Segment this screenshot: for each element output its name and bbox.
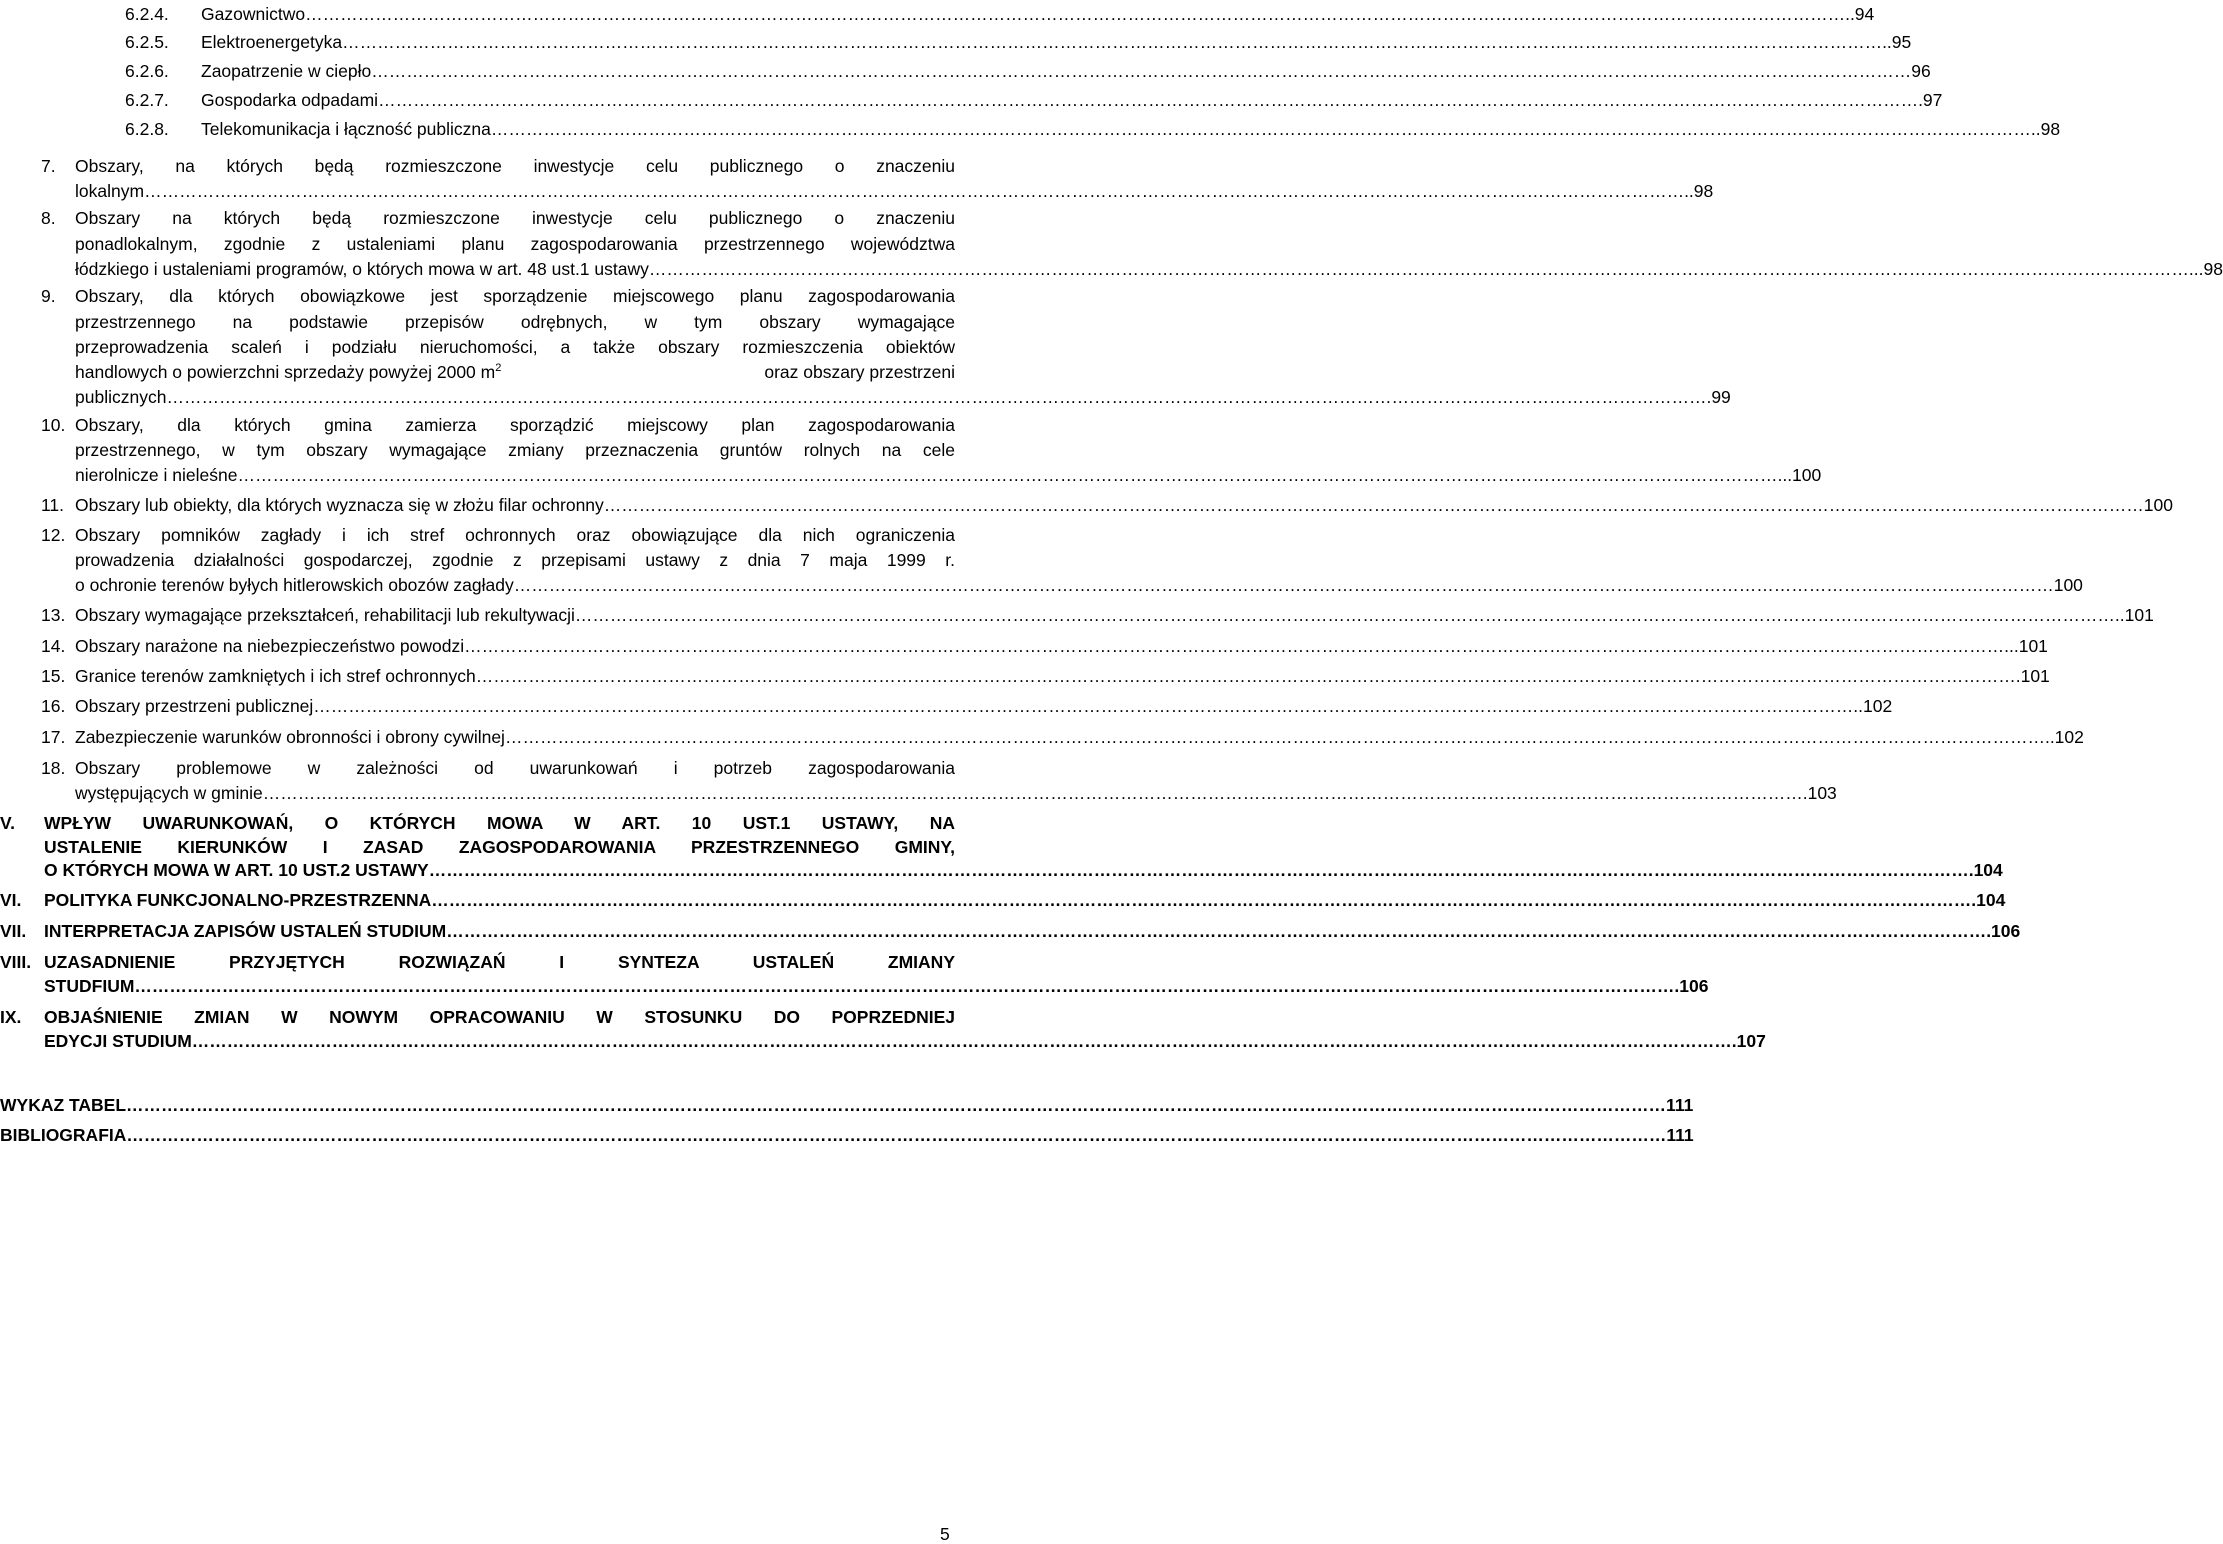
toc-entry-number: 15.	[41, 666, 66, 686]
toc-entry-last-line[interactable]	[75, 493, 2173, 518]
leader-dots: …………………………………………………………………………………………………………………………………………………………………………………………………………………………………………	[166, 387, 1707, 407]
toc-chapter-page: .104	[1971, 890, 2006, 910]
toc-entry-page: 100	[2053, 575, 2083, 595]
toc-appendix-page: 111	[1666, 1095, 1694, 1115]
toc-entry-title: Granice terenów zamkniętych i ich stref ochronnych	[75, 666, 476, 686]
toc-entry-line[interactable]: ponadlokalnym, zgodnie z ustaleniami planu zagospodarowania przestrzennego województwa	[75, 234, 955, 254]
toc-chapter-title: EDYCJI STUDIUM	[44, 1031, 192, 1051]
toc-chapter-number: IX.	[0, 1007, 22, 1027]
leader-dots: …………………………………………………………………………………………………………………………………………………………………………………………………………………………………………	[428, 860, 1969, 880]
toc-entry-number: 18.	[41, 758, 66, 778]
toc-entry-line[interactable]: przeprowadzenia scaleń i podziału nieruchomości, a także obszary rozmieszczenia obiektów	[75, 337, 955, 357]
toc-entry-page: .97	[1918, 90, 1943, 110]
toc-entry-last-line[interactable]	[75, 725, 2084, 750]
toc-entry-page: ..94	[1845, 4, 1875, 24]
leader-dots: …………………………………………………………………………………………………………………………………………………………………………………………………………………………………………	[446, 921, 1987, 941]
toc-entry-page: ...101	[2004, 636, 2048, 656]
toc-entry-title: łódzkiego i ustaleniami programów, o których mowa w art. 48 ust.1 ustawy	[75, 259, 649, 279]
toc-entry-number: 16.	[41, 696, 66, 716]
toc-chapter-number: VIII.	[0, 952, 32, 972]
leader-dots: …………………………………………………………………………………………………………………………………………………………………………………………………………………………………………	[371, 61, 1912, 81]
toc-entry-last-line[interactable]	[75, 179, 1714, 204]
toc-chapter-title: O KTÓRYCH MOWA W ART. 10 UST.2 USTAWY	[44, 860, 429, 880]
toc-appendix-page: 111	[1666, 1125, 1694, 1145]
leader-dots: …………………………………………………………………………………………………………………………………………………………………………………………………………………………………………	[475, 666, 2016, 686]
toc-entry-number: 17.	[41, 727, 66, 747]
toc-chapter-title: STUDFIUM	[44, 976, 135, 996]
leader-dots: …………………………………………………………………………………………………………………………………………………………………………………………………………………………………………	[134, 976, 1675, 996]
toc-entry-title: Obszary przestrzeni publicznej	[75, 696, 314, 716]
toc-entry[interactable]	[125, 30, 1912, 55]
toc-entry-page: .101	[2015, 666, 2050, 686]
toc-chapter-line[interactable]: OBJAŚNIENIE ZMIAN W NOWYM OPRACOWANIU W STOSUNKU DO POPRZEDNIEJ	[44, 1007, 955, 1027]
toc-chapter-last-line[interactable]	[44, 919, 2021, 944]
toc-appendix-wykaz-tabel[interactable]	[0, 1093, 1694, 1118]
toc-entry-number: 6.2.5.	[125, 32, 169, 52]
toc-entry-number: 14.	[41, 636, 66, 656]
toc-chapter-page: .104	[1968, 860, 2003, 880]
toc-entry-number: 12.	[41, 525, 66, 545]
toc-entry[interactable]	[125, 2, 1875, 27]
toc-entry-page: .103	[1802, 783, 1837, 803]
toc-entry-page: ...100	[1777, 465, 1822, 485]
toc-appendix-bibliografia[interactable]	[0, 1123, 1694, 1148]
toc-entry-title: Obszary lub obiekty, dla których wyznacza się w złożu filar ochronny	[75, 495, 604, 515]
toc-entry-page: ..95	[1882, 32, 1912, 52]
toc-entry-last-line[interactable]	[75, 463, 1822, 488]
toc-chapter-last-line[interactable]	[44, 1029, 1766, 1054]
toc-entry-number: 13.	[41, 605, 66, 625]
leader-dots: …………………………………………………………………………………………………………………………………………………………………………………………………………………………………………	[504, 727, 2045, 747]
leader-dots: …………………………………………………………………………………………………………………………………………………………………………………………………………………………………………	[513, 575, 2054, 595]
toc-chapter-title: INTERPRETACJA ZAPISÓW USTALEŃ STUDIUM	[44, 921, 447, 941]
toc-chapter-number: V.	[0, 813, 15, 833]
toc-chapter-last-line[interactable]	[44, 974, 1709, 999]
toc-chapter-last-line[interactable]	[44, 888, 2006, 913]
toc-entry-line[interactable]: Obszary, dla których gmina zamierza sporządzić miejscowy plan zagospodarowania	[75, 415, 955, 435]
toc-chapter-line[interactable]: WPŁYW UWARUNKOWAŃ, O KTÓRYCH MOWA W ART. 10 UST.1 USTAWY, NA	[44, 813, 955, 833]
toc-entry-number: 9.	[41, 286, 56, 306]
toc-chapter-page: .107	[1731, 1031, 1766, 1051]
toc-entry-number: 6.2.8.	[125, 119, 169, 139]
toc-entry-text: handlowych o powierzchni sprzedaży powyżej 2000 $m^2$	[75, 362, 502, 382]
leader-dots: …………………………………………………………………………………………………………………………………………………………………………………………………………………………………………	[574, 605, 2115, 625]
leader-dots: …………………………………………………………………………………………………………………………………………………………………………………………………………………………………………	[237, 465, 1778, 485]
toc-entry-title: o ochronie terenów byłych hitlerowskich obozów zagłady	[75, 575, 514, 595]
leader-dots: …………………………………………………………………………………………………………………………………………………………………………………………………………………………………………	[603, 495, 2144, 515]
leader-dots: …………………………………………………………………………………………………………………………………………………………………………………………………………………………………………	[126, 1125, 1667, 1145]
toc-entry-number: 10.	[41, 415, 66, 435]
toc-entry-line[interactable]	[75, 360, 955, 385]
toc-entry[interactable]	[125, 59, 1931, 84]
toc-entry-last-line[interactable]	[75, 664, 2050, 689]
leader-dots: …………………………………………………………………………………………………………………………………………………………………………………………………………………………………………	[126, 1095, 1667, 1115]
toc-entry-line[interactable]: Obszary, dla których obowiązkowe jest sporządzenie miejscowego planu zagospodarowania	[75, 286, 955, 306]
toc-entry-title: Zabezpieczenie warunków obronności i obrony cywilnej	[75, 727, 505, 747]
toc-entry-line[interactable]: Obszary, na których będą rozmieszczone inwestycje celu publicznego o znaczeniu	[75, 156, 955, 176]
toc-entry-last-line[interactable]	[75, 603, 2154, 628]
toc-chapter-number: VII.	[0, 921, 27, 941]
toc-entry-last-line[interactable]	[75, 573, 2083, 598]
toc-entry-number: 6.2.7.	[125, 90, 169, 110]
toc-chapter-line[interactable]: UZASADNIENIE PRZYJĘTYCH ROZWIĄZAŃ I SYNTEZA USTALEŃ ZMIANY	[44, 952, 955, 972]
leader-dots: …………………………………………………………………………………………………………………………………………………………………………………………………………………………………………	[378, 90, 1919, 110]
toc-entry-line[interactable]: przestrzennego, w tym obszary wymagające zmiany przeznaczenia gruntów rolnych na cele	[75, 440, 955, 460]
toc-entry-last-line[interactable]	[75, 385, 1731, 410]
toc-entry-title: Obszary narażone na niebezpieczeństwo powodzi	[75, 636, 465, 656]
toc-entry-page: 96	[1911, 61, 1931, 81]
toc-chapter-number: VI.	[0, 890, 22, 910]
toc-entry-page: ..102	[1853, 696, 1893, 716]
toc-entry-page: 100	[2143, 495, 2173, 515]
leader-dots: …………………………………………………………………………………………………………………………………………………………………………………………………………………………………………	[144, 181, 1685, 201]
toc-entry-number: 6.2.4.	[125, 4, 169, 24]
toc-entry-title: Obszary wymagające przekształceń, rehabilitacji lub rekultywacji	[75, 605, 575, 625]
toc-appendix-title: BIBLIOGRAFIA	[0, 1125, 127, 1145]
toc-entry-title: występujących w gminie	[75, 783, 263, 803]
toc-appendix-title: WYKAZ TABEL	[0, 1095, 127, 1115]
toc-entry-title: lokalnym	[75, 181, 145, 201]
leader-dots: …………………………………………………………………………………………………………………………………………………………………………………………………………………………………………	[342, 32, 1883, 52]
toc-entry-title: Telekomunikacja i łączność publiczna	[201, 119, 491, 139]
toc-chapter-title: POLITYKA FUNKCJONALNO-PRZESTRZENNA	[44, 890, 432, 910]
toc-entry-number: 8.	[41, 208, 56, 228]
toc-entry-last-line[interactable]	[75, 694, 1893, 719]
leader-dots: …………………………………………………………………………………………………………………………………………………………………………………………………………………………………………	[648, 259, 2189, 279]
toc-chapter-line[interactable]: USTALENIE KIERUNKÓW I ZASAD ZAGOSPODAROWANIA PRZESTRZENNEGO GMINY,	[44, 837, 955, 857]
leader-dots: …………………………………………………………………………………………………………………………………………………………………………………………………………………………………………	[490, 119, 2031, 139]
toc-entry-number: 6.2.6.	[125, 61, 169, 81]
toc-entry-title: Gospodarka odpadami	[201, 90, 379, 110]
toc-chapter-page: .106	[1986, 921, 2021, 941]
toc-entry-last-line[interactable]	[75, 257, 2223, 282]
toc-entry[interactable]	[125, 117, 2061, 142]
superscript: 2	[495, 362, 502, 374]
toc-entry-page: ..98	[2030, 119, 2061, 139]
toc-entry-page: ..98	[1684, 181, 1714, 201]
toc-entry-title: Gazownictwo	[201, 4, 306, 24]
toc-entry-number: 11.	[41, 495, 65, 515]
toc-entry-page: .99	[1706, 387, 1731, 407]
toc-entry-title: Zaopatrzenie w ciepło	[201, 61, 372, 81]
page-number: 5	[940, 1524, 950, 1544]
toc-chapter-last-line[interactable]	[44, 858, 2003, 883]
leader-dots: …………………………………………………………………………………………………………………………………………………………………………………………………………………………………………	[191, 1031, 1732, 1051]
toc-entry-line[interactable]: prowadzenia działalności gospodarczej, zgodnie z przepisami ustawy z dnia 7 maja 1999 r.	[75, 550, 955, 570]
toc-entry-title: publicznych	[75, 387, 167, 407]
toc-entry-line[interactable]: przestrzennego na podstawie przepisów odrębnych, w tym obszary wymagające	[75, 312, 955, 332]
toc-entry[interactable]	[125, 88, 1943, 113]
toc-entry-line[interactable]: Obszary pomników zagłady i ich stref ochronnych oraz obowiązujące dla nich ograniczenia	[75, 525, 955, 545]
toc-entry-line[interactable]: Obszary problemowe w zależności od uwarunkowań i potrzeb zagospodarowania	[75, 758, 955, 778]
toc-entry-last-line[interactable]	[75, 781, 1837, 806]
toc-entry-number: 7.	[41, 156, 56, 176]
toc-entry-title: Elektroenergetyka	[201, 32, 343, 52]
toc-entry-text: oraz obszary przestrzeni	[764, 362, 955, 382]
toc-chapter-page: .106	[1674, 976, 1709, 996]
leader-dots: …………………………………………………………………………………………………………………………………………………………………………………………………………………………………………	[313, 696, 1854, 716]
toc-entry-page: ..101	[2114, 605, 2154, 625]
leader-dots: …………………………………………………………………………………………………………………………………………………………………………………………………………………………………………	[305, 4, 1846, 24]
leader-dots: …………………………………………………………………………………………………………………………………………………………………………………………………………………………………………	[464, 636, 2005, 656]
toc-entry-page: ...98	[2188, 259, 2223, 279]
toc-entry-page: ..102	[2044, 727, 2084, 747]
toc-entry-line[interactable]: Obszary na których będą rozmieszczone inwestycje celu publicznego o znaczeniu	[75, 208, 955, 228]
toc-entry-title: nierolnicze i nieleśne	[75, 465, 238, 485]
leader-dots: …………………………………………………………………………………………………………………………………………………………………………………………………………………………………………	[262, 783, 1803, 803]
leader-dots: …………………………………………………………………………………………………………………………………………………………………………………………………………………………………………	[431, 890, 1972, 910]
toc-entry-last-line[interactable]	[75, 634, 2048, 659]
